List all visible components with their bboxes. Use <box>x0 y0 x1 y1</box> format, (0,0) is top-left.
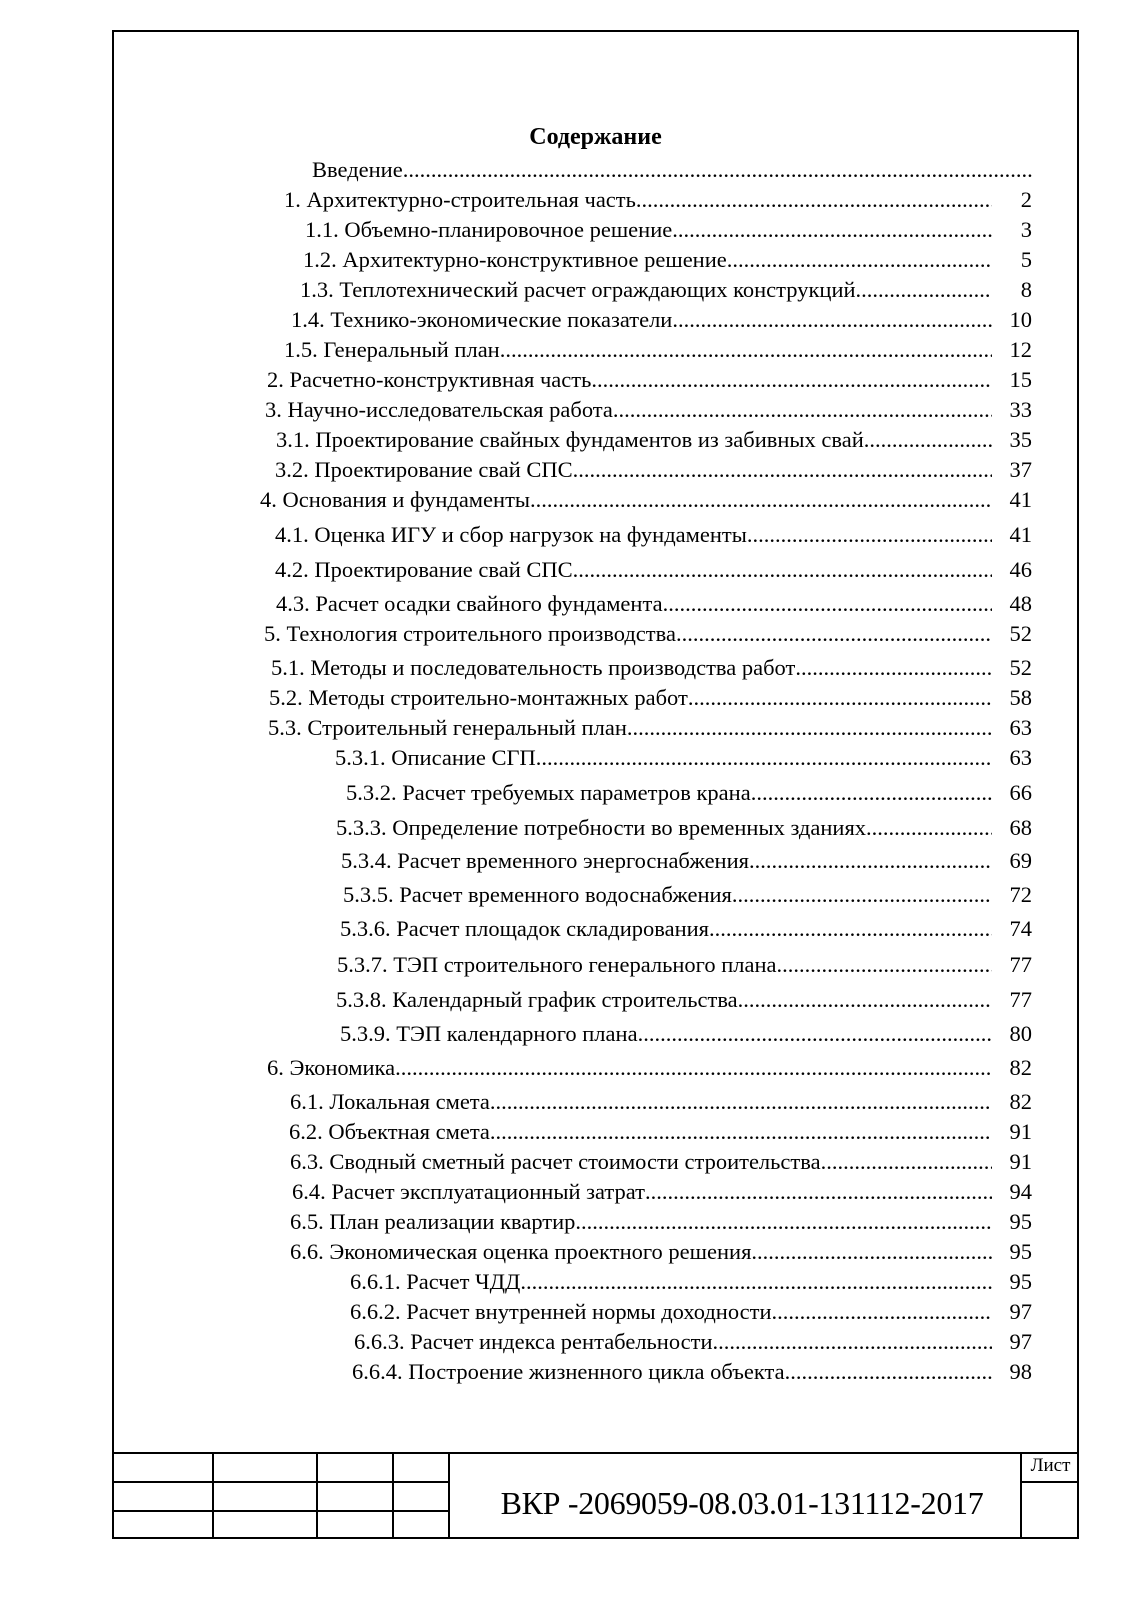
toc-entry-text: 5.3. Строительный генеральный план <box>268 715 627 740</box>
toc-entry <box>267 365 1032 395</box>
toc-entry-page: 8 <box>1020 277 1032 302</box>
sheet-label: Лист <box>1030 1455 1071 1476</box>
toc-dot-leader <box>785 1357 992 1387</box>
toc-entry-page: 94 <box>1009 1179 1032 1204</box>
toc-entry-page: 63 <box>1009 745 1032 770</box>
title-block-sheet-divider <box>1021 1481 1079 1483</box>
toc-entry <box>337 950 1032 980</box>
toc-entry-text: 1.5. Генеральный план <box>284 337 500 362</box>
document-title: Содержание <box>529 124 662 150</box>
toc-dot-leader <box>672 305 992 335</box>
toc-entry <box>300 275 1032 305</box>
toc-entry-text: 1.2. Архитектурно-конструктивное решение <box>303 247 727 272</box>
toc-entry <box>350 1267 1032 1297</box>
toc-entry-text: 1.1. Объемно-планировочное решение <box>305 217 673 242</box>
toc-entry-page: 98 <box>1009 1359 1032 1384</box>
toc-entry <box>289 1117 1032 1147</box>
toc-entry-text: 5.3.7. ТЭП строительного генерального плана <box>337 952 777 977</box>
toc-entry-page: 3 <box>1020 217 1032 242</box>
toc-entry-text: 1. Архитектурно-строительная часть <box>284 187 636 212</box>
toc-entry <box>312 155 1032 185</box>
title-block-row-divider <box>112 1481 449 1483</box>
toc-entry <box>341 846 1032 876</box>
toc-dot-leader <box>403 155 1032 185</box>
toc-entry <box>291 305 1032 335</box>
toc-dot-leader <box>613 395 992 425</box>
toc-dot-leader <box>738 985 992 1015</box>
toc-entry-page: 52 <box>1009 621 1032 646</box>
toc-entry-text: 5.3.4. Расчет временного энергоснабжения <box>341 848 749 873</box>
toc-entry <box>268 713 1032 743</box>
toc-dot-leader <box>821 1147 992 1177</box>
toc-dot-leader <box>536 743 992 773</box>
toc-dot-leader <box>638 1019 992 1049</box>
toc-entry-page: 91 <box>1009 1119 1032 1144</box>
toc-dot-leader <box>676 619 992 649</box>
toc-entry-text: 5. Технология строительного производства <box>264 621 676 646</box>
toc-entry-text: 6.5. План реализации квартир <box>290 1209 576 1234</box>
title-block-col-divider <box>316 1452 318 1539</box>
toc-entry-text: 5.3.3. Определение потребности во временных зданиях <box>336 815 867 840</box>
toc-entry-text: 5.3.9. ТЭП календарного плана <box>340 1021 638 1046</box>
toc-entry-text: 1.3. Теплотехнический расчет ограждающих конструкций <box>300 277 856 302</box>
toc-dot-leader <box>772 1297 992 1327</box>
toc-entry <box>284 185 1032 215</box>
toc-entry <box>290 1207 1032 1237</box>
toc-entry <box>290 1237 1032 1267</box>
toc-entry-page: 74 <box>1009 916 1032 941</box>
toc-entry <box>303 245 1032 275</box>
toc-dot-leader <box>866 813 992 843</box>
toc-dot-leader <box>864 425 992 455</box>
toc-entry <box>271 653 1032 683</box>
title-block-row-divider <box>112 1510 449 1512</box>
toc-dot-leader <box>749 846 992 876</box>
toc-entry <box>305 215 1032 245</box>
toc-entry <box>275 520 1032 550</box>
toc-entry-text: 3.1. Проектирование свайных фундаментов из забивных свай <box>276 427 864 452</box>
toc-entry-page: 68 <box>1009 815 1032 840</box>
toc-entry-page: 82 <box>1009 1055 1032 1080</box>
title-block-col-divider <box>392 1452 394 1539</box>
toc-entry-page: 41 <box>1009 487 1032 512</box>
toc-dot-leader <box>672 215 992 245</box>
toc-entry-page: 48 <box>1009 591 1032 616</box>
toc-entry <box>340 914 1032 944</box>
toc-dot-leader <box>751 778 992 808</box>
toc-entry-text: 6.2. Объектная смета <box>289 1119 490 1144</box>
toc-entry <box>276 425 1032 455</box>
toc-entry <box>336 985 1032 1015</box>
toc-dot-leader <box>500 335 992 365</box>
toc-entry <box>276 589 1032 619</box>
toc-entry-page: 10 <box>1009 307 1032 332</box>
toc-entry-text: 4.1. Оценка ИГУ и сбор нагрузок на фундаменты <box>275 522 747 547</box>
toc-entry <box>340 1019 1032 1049</box>
toc-entry <box>260 485 1032 515</box>
toc-entry-page: 12 <box>1009 337 1032 362</box>
toc-entry <box>290 1147 1032 1177</box>
title-block <box>112 1452 1079 1539</box>
toc-entry-text: 4.3. Расчет осадки свайного фундамента <box>276 591 663 616</box>
title-block-col-divider <box>212 1452 214 1539</box>
toc-entry-text: 6.3. Сводный сметный расчет стоимости строительства <box>290 1149 821 1174</box>
toc-entry <box>352 1357 1032 1387</box>
toc-entry-text: 1.4. Технико-экономические показатели <box>291 307 673 332</box>
toc-dot-leader <box>645 1177 992 1207</box>
toc-entry-text: 3. Научно-исследовательская работа <box>265 397 613 422</box>
toc-entry-page: 46 <box>1009 557 1032 582</box>
toc-dot-leader <box>591 365 992 395</box>
toc-entry-page: 95 <box>1009 1209 1032 1234</box>
toc-entry-text: 5.3.6. Расчет площадок складирования <box>340 916 709 941</box>
toc-entry <box>267 1053 1032 1083</box>
toc-dot-leader <box>575 1207 992 1237</box>
toc-entry-page: 77 <box>1009 952 1032 977</box>
toc-dot-leader <box>727 245 992 275</box>
toc-entry <box>350 1297 1032 1327</box>
toc-entry-page: 37 <box>1009 457 1032 482</box>
document-sheet <box>112 30 1079 1539</box>
toc-entry-text: 4.2. Проектирование свай СПС <box>275 557 573 582</box>
toc-dot-leader <box>573 555 992 585</box>
toc-dot-leader <box>490 1117 992 1147</box>
toc-entry-text: 3.2. Проектирование свай СПС <box>275 457 573 482</box>
toc-entry-text: 6.4. Расчет эксплуатационный затрат <box>292 1179 645 1204</box>
toc-dot-leader <box>520 1267 992 1297</box>
toc-dot-leader <box>627 713 992 743</box>
toc-entry-page: 15 <box>1009 367 1032 392</box>
toc-dot-leader <box>856 275 992 305</box>
toc-entry-page: 5 <box>1020 247 1032 272</box>
toc-entry <box>336 813 1032 843</box>
toc-dot-leader <box>777 950 993 980</box>
toc-entry-page: 63 <box>1009 715 1032 740</box>
toc-dot-leader <box>709 914 992 944</box>
toc-entry <box>275 555 1032 585</box>
toc-entry <box>265 395 1032 425</box>
toc-entry-text: 6. Экономика <box>267 1055 396 1080</box>
toc-entry-text: 6.6.4. Построение жизненного цикла объекта <box>352 1359 785 1384</box>
toc-entry-text: 2. Расчетно-конструктивная часть <box>267 367 592 392</box>
toc-entry-text: 6.6.2. Расчет внутренней нормы доходности <box>350 1299 772 1324</box>
toc-dot-leader <box>573 455 992 485</box>
toc-entry-page: 69 <box>1009 848 1032 873</box>
toc-entry-text: 5.3.5. Расчет временного водоснабжения <box>343 882 732 907</box>
toc-entry-page: 66 <box>1009 780 1032 805</box>
toc-dot-leader <box>530 485 992 515</box>
toc-entry <box>335 743 1032 773</box>
toc-entry-text: 6.6.3. Расчет индекса рентабельности <box>354 1329 713 1354</box>
toc-entry-page: 82 <box>1009 1089 1032 1114</box>
toc-dot-leader <box>663 589 992 619</box>
toc-dot-leader <box>713 1327 992 1357</box>
toc-entry-page: 72 <box>1009 882 1032 907</box>
toc-entry <box>275 455 1032 485</box>
toc-entry <box>354 1327 1032 1357</box>
toc-dot-leader <box>732 880 992 910</box>
toc-entry-text: 5.3.2. Расчет требуемых параметров крана <box>346 780 751 805</box>
title-block-col-divider <box>448 1452 450 1539</box>
toc-dot-leader <box>395 1053 992 1083</box>
toc-entry <box>343 880 1032 910</box>
toc-dot-leader <box>636 185 992 215</box>
toc-entry-text: 5.1. Методы и последовательность производства работ <box>271 655 796 680</box>
toc-entry-page: 58 <box>1009 685 1032 710</box>
toc-entry-page: 80 <box>1009 1021 1032 1046</box>
toc-entry-text: 5.3.1. Описание СГП <box>335 745 536 770</box>
toc-entry <box>264 619 1032 649</box>
toc-dot-leader <box>747 520 992 550</box>
toc-entry-page: 77 <box>1009 987 1032 1012</box>
toc-entry <box>292 1177 1032 1207</box>
toc-dot-leader <box>751 1237 992 1267</box>
toc-entry-page: 95 <box>1009 1239 1032 1264</box>
toc-dot-leader <box>795 653 992 683</box>
toc-entry-page: 95 <box>1009 1269 1032 1294</box>
toc-entry-page: 2 <box>1020 187 1032 212</box>
toc-entry <box>269 683 1032 713</box>
toc-entry-page: 35 <box>1009 427 1032 452</box>
toc-entry-page: 41 <box>1009 522 1032 547</box>
toc-dot-leader <box>688 683 992 713</box>
toc-entry-page: 97 <box>1009 1299 1032 1324</box>
toc-entry-text: 6.6. Экономическая оценка проектного решения <box>290 1239 752 1264</box>
toc-entry-text: 6.6.1. Расчет ЧДД <box>350 1269 521 1294</box>
toc-entry-text: 4. Основания и фундаменты <box>260 487 531 512</box>
toc-entry <box>290 1087 1032 1117</box>
toc-entry <box>284 335 1032 365</box>
toc-entry-page: 33 <box>1009 397 1032 422</box>
toc-entry-page: 97 <box>1009 1329 1032 1354</box>
toc-entry-text: 5.3.8. Календарный график строительства <box>336 987 738 1012</box>
toc-entry-text: Введение <box>312 157 403 182</box>
toc-entry <box>346 778 1032 808</box>
title-block-border <box>112 1452 1079 1454</box>
toc-entry-page: 52 <box>1009 655 1032 680</box>
toc-entry-page: 91 <box>1009 1149 1032 1174</box>
toc-entry-text: 5.2. Методы строительно-монтажных работ <box>269 685 688 710</box>
document-code: ВКР -2069059-08.03.01-131112-2017 <box>500 1485 984 1521</box>
toc-entry-text: 6.1. Локальная смета <box>290 1089 490 1114</box>
toc-dot-leader <box>490 1087 992 1117</box>
